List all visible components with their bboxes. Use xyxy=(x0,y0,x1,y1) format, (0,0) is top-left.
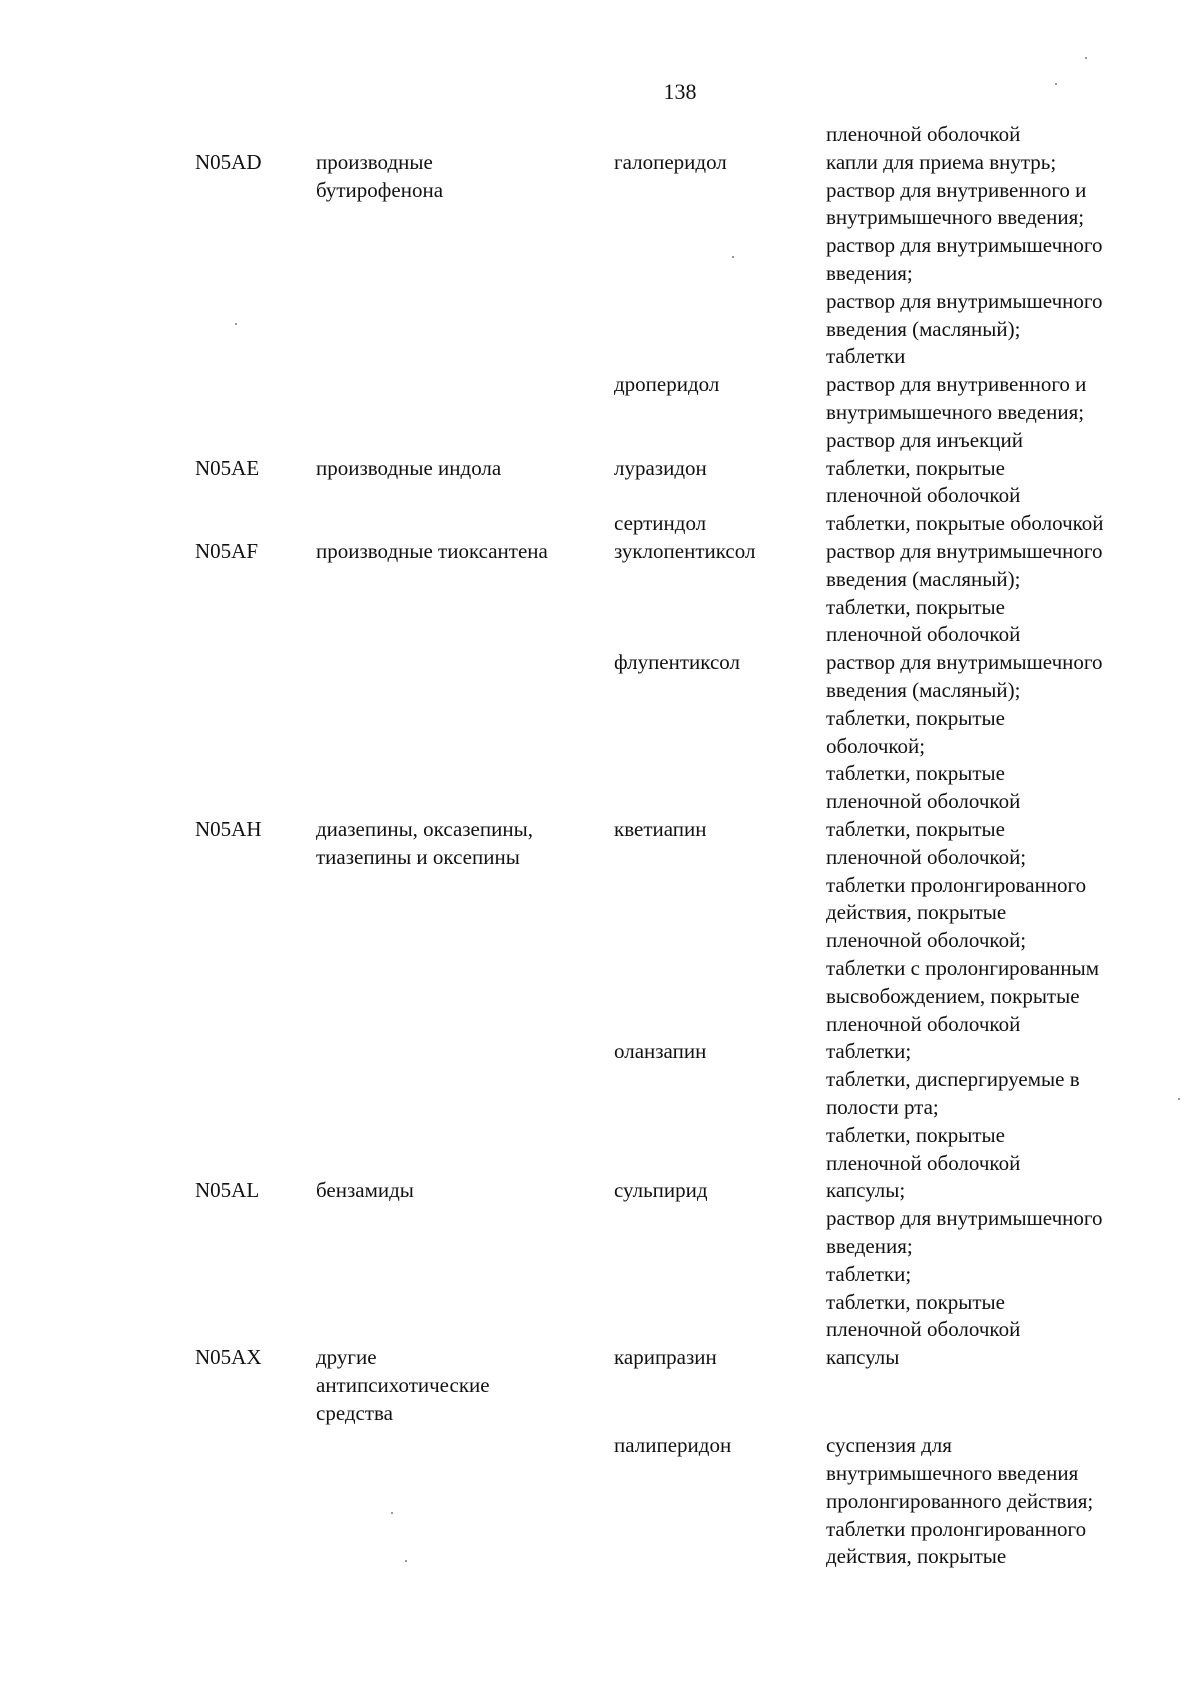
dosage-forms: таблетки, покрытые пленочной оболочкой xyxy=(826,455,1021,508)
drug-name: карипразин xyxy=(614,1345,717,1370)
therapeutic-group: производные тиоксантена xyxy=(316,538,548,563)
dosage-forms: таблетки; таблетки, диспергируемые в полости рта; таблетки, покрытые пленочной оболочкой xyxy=(826,1039,1080,1175)
therapeutic-group: производные индола xyxy=(316,455,502,480)
dosage-forms: таблетки, покрытые пленочной оболочкой; таблетки пролонгированного действия, покрытые пленочной оболочкой; таблетки с пролонгированным высвобождением, покрытые пленочной оболочкой xyxy=(826,816,1100,1036)
table-row xyxy=(0,649,1200,816)
scan-speck xyxy=(1055,83,1057,85)
drug-name: оланзапин xyxy=(614,1039,707,1064)
therapeutic-group: диазепины, оксазепины, тиазепины и оксепины xyxy=(316,816,533,869)
table-row xyxy=(0,455,1200,511)
atc-code: N05AF xyxy=(195,538,259,563)
table-row xyxy=(0,510,1200,538)
dosage-forms: раствор для внутримышечного введения (масляный); таблетки, покрытые пленочной оболочкой xyxy=(826,538,1103,647)
therapeutic-group: бензамиды xyxy=(316,1178,414,1203)
dosage-forms: таблетки, покрытые оболочкой xyxy=(826,511,1104,536)
dosage-forms: раствор для внутривенного и внутримышечного введения; раствор для инъекций xyxy=(826,372,1087,452)
scan-speck xyxy=(732,256,734,258)
drug-name: дроперидол xyxy=(614,372,720,397)
scan-speck xyxy=(391,1512,393,1514)
table-row xyxy=(0,149,1200,371)
table-row xyxy=(0,816,1200,1038)
scan-speck xyxy=(1178,1098,1180,1100)
drug-table xyxy=(0,121,1200,1571)
table-row xyxy=(0,538,1200,649)
scan-speck xyxy=(235,323,237,325)
drug-name: зуклопентиксол xyxy=(614,538,756,563)
table-row xyxy=(0,371,1200,454)
table-row xyxy=(0,1038,1200,1177)
dosage-forms: суспензия для внутримышечного введения пролонгированного действия; таблетки пролонгированного действия, покрытые xyxy=(826,1433,1094,1569)
scan-speck xyxy=(1085,57,1087,59)
table-row xyxy=(0,1432,1200,1571)
therapeutic-group: производные бутирофенона xyxy=(316,149,444,202)
drug-name: сульпирид xyxy=(614,1178,708,1203)
dosage-forms: пленочной оболочкой xyxy=(826,122,1021,146)
drug-name: сертиндол xyxy=(614,511,707,536)
page-number: 138 xyxy=(663,79,697,104)
atc-code: N05AD xyxy=(195,149,262,174)
dosage-forms: капли для приема внутрь; раствор для внутривенного и внутримышечного введения; раствор для внутримышечного введения; раствор для внутримышечного введения (масляный); таблетки xyxy=(826,149,1103,369)
scan-speck xyxy=(405,1560,407,1562)
therapeutic-group: другие антипсихотические средства xyxy=(316,1345,490,1425)
drug-name: кветиапин xyxy=(614,816,707,841)
drug-name: флупентиксол xyxy=(614,650,740,675)
atc-code: N05AX xyxy=(195,1345,262,1370)
table-row xyxy=(0,1177,1200,1344)
table-row xyxy=(0,121,1200,149)
drug-name: палиперидон xyxy=(614,1433,732,1458)
drug-name: луразидон xyxy=(614,455,707,480)
drug-name: галоперидол xyxy=(614,149,727,174)
dosage-forms: капсулы; раствор для внутримышечного введения; таблетки; таблетки, покрытые пленочной оболочкой xyxy=(826,1178,1103,1342)
dosage-forms: раствор для внутримышечного введения (масляный); таблетки, покрытые оболочкой; таблетки, покрытые пленочной оболочкой xyxy=(826,650,1103,814)
atc-code: N05AH xyxy=(195,816,262,841)
atc-code: N05AE xyxy=(195,455,260,480)
dosage-forms: капсулы xyxy=(826,1345,900,1370)
table-row xyxy=(0,1344,1200,1432)
atc-code: N05AL xyxy=(195,1178,260,1203)
